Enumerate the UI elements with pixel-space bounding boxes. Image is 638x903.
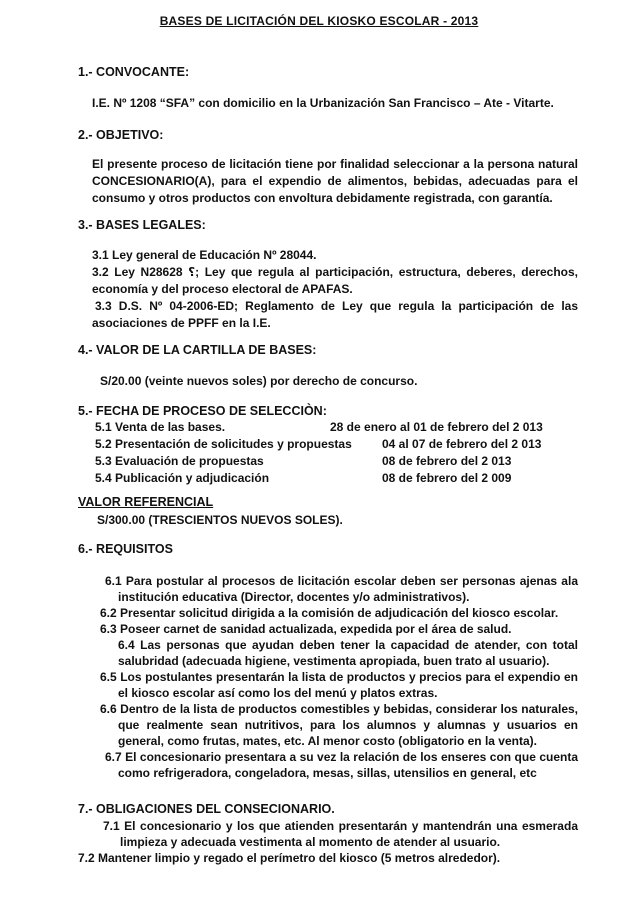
section-3-heading: 3.- BASES LEGALES: (78, 218, 206, 232)
requisito-6-3: 6.3 Poseer carnet de sanidad actualizada, expedida por el área de salud. (100, 622, 512, 636)
fecha-5-3-label: 5.3 Evaluación de propuestas (95, 454, 264, 468)
bases-legales-3-3-cont: asociaciones de PPFF en la I.E. (92, 316, 271, 330)
fecha-5-4-label: 5.4 Publicación y adjudicación (95, 471, 270, 485)
requisito-6-7-cont: como refrigeradora, congeladora, mesas, sillas, utensilios en general, etc (118, 766, 537, 780)
fecha-5-2-label: 5.2 Presentación de solicitudes y propuestas (95, 437, 352, 451)
bases-legales-3-2: 3.2 Ley N28628 ؟; Ley que regula al participación, estructura, deberes, derechos, (92, 265, 578, 279)
fecha-5-1-date: 28 de enero al 01 de febrero del 2 013 (330, 420, 543, 434)
bases-legales-3-2-cont: economía y del proceso electoral de APAFAS. (92, 282, 353, 296)
objetivo-line-1: El presente proceso de licitación tiene por finalidad seleccionar a la persona natural (92, 157, 578, 171)
section-1-heading: 1.- CONVOCANTE: (78, 65, 190, 79)
valor-referencial-text: S/300.00 (TRESCIENTOS NUEVOS SOLES). (97, 513, 343, 527)
requisito-6-5: 6.5 Los postulantes presentarán la lista de productos y precios para el expendio en (100, 670, 578, 684)
bases-legales-3-3: 3.3 D.S. Nº 04-2006-ED; Reglamento de Ley que regula la participación de las (95, 299, 578, 313)
valor-cartilla-text: S/20.00 (veinte nuevos soles) por derecho de concurso. (100, 374, 418, 388)
requisito-6-1: 6.1 Para postular al procesos de licitación escolar deben ser personas ajenas ala (105, 574, 578, 588)
fecha-5-2-date: 04 al 07 de febrero del 2 013 (382, 437, 542, 451)
requisito-6-6: 6.6 Dentro de la lista de productos comestibles y bebidas, considerar los naturales, (100, 702, 578, 716)
requisito-6-5-cont: el kiosco escolar así como los del menú y platos extras. (118, 686, 438, 700)
bases-legales-3-1: 3.1 Ley general de Educación Nº 28044. (92, 248, 317, 262)
objetivo-line-2: CONCESIONARIO(A), para el expendio de alimentos, bebidas, adecuadas para el (92, 174, 578, 188)
requisito-6-1-cont: institución educativa (Director, docentes y/o administrativos). (118, 590, 470, 604)
obligacion-7-2: 7.2 Mantener limpio y regado el perímetro del kiosco (5 metros alrededor). (78, 851, 501, 865)
fecha-5-1-label: 5.1 Venta de las bases. (95, 420, 226, 434)
fecha-5-3-date: 08 de febrero del 2 013 (382, 454, 512, 468)
convocante-text: I.E. Nº 1208 “SFA” con domicilio en la Urbanización San Francisco – Ate - Vitarte. (92, 96, 554, 110)
section-6-heading: 6.- REQUISITOS (78, 542, 173, 556)
requisito-6-6-cont-2: general, como frutas, mates, etc. Al menor costo (obligatorio en la venta). (118, 734, 537, 748)
section-7-heading: 7.- OBLIGACIONES DEL CONSECIONARIO. (78, 802, 335, 816)
obligacion-7-1: 7.1 El concesionario y los que atienden presentarán y mantendrán una esmerada (103, 819, 578, 833)
requisito-6-4-cont: salubridad (adecuada higiene, vestimenta apropiada, buen trato al usuario). (118, 654, 550, 668)
requisito-6-2: 6.2 Presentar solicitud dirigida a la comisión de adjudicación del kiosco escolar. (100, 606, 559, 620)
requisito-6-6-cont-1: que realmente sean nutritivos, para los alumnos y alumnas y usuarios en (118, 718, 578, 732)
document-title: BASES DE LICITACIÓN DEL KIOSKO ESCOLAR - 2013 (159, 14, 479, 28)
valor-referencial-heading: VALOR REFERENCIAL (78, 495, 214, 509)
objetivo-line-3: consumo y otros productos con envoltura debidamente registrada, con garantía. (92, 191, 553, 205)
section-5-heading: 5.- FECHA DE PROCESO DE SELECCIÒN: (78, 404, 327, 418)
section-2-heading: 2.- OBJETIVO: (78, 128, 164, 142)
obligacion-7-1-cont: limpieza y adecuada vestimenta al momento de atender al usuario. (120, 835, 501, 849)
section-4-heading: 4.- VALOR DE LA CARTILLA DE BASES: (78, 343, 317, 357)
fecha-5-4-date: 08 de febrero del 2 009 (382, 471, 512, 485)
requisito-6-4: 6.4 Las personas que ayudan deben tener la capacidad de atender, con total (118, 638, 578, 652)
requisito-6-7: 6.7 El concesionario presentara a su vez la relación de los enseres con que cuenta (105, 750, 578, 764)
